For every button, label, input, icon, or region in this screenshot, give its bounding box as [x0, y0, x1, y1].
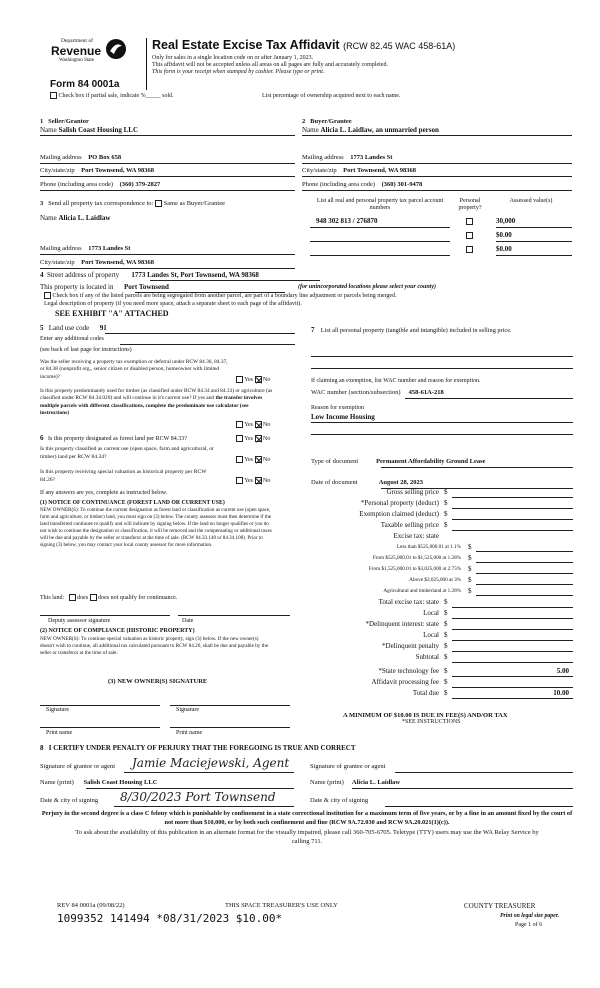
- grantor-print-line: [86, 788, 294, 789]
- dollar-sign: $: [444, 678, 448, 686]
- doc-type-row: Type of document Permanent Affordability Ground Lease: [311, 458, 486, 465]
- correspondence-city[interactable]: Port Townsend, WA 98368: [81, 259, 155, 266]
- personal-property-checkbox[interactable]: [466, 218, 473, 225]
- reason-line: [311, 434, 573, 435]
- parcel-col-header-3: Assessed value(s): [509, 198, 553, 204]
- form-title: Real Estate Excise Tax Affidavit (RCW 82.45 WAC 458-61A): [152, 38, 456, 52]
- delinquent-interest-label: *Delinquent interest: state: [365, 620, 439, 628]
- dollar-sign: $: [444, 642, 448, 650]
- document-date[interactable]: August 28, 2023: [378, 479, 423, 486]
- doc-type-line: [381, 467, 573, 468]
- tax-table: [300, 488, 573, 670]
- buyer-name-line: [302, 135, 572, 136]
- grantor-date-city[interactable]: 8/30/2023 Port Townsend: [120, 790, 276, 804]
- correspondence-name-row: Name Alicia L. Laidlaw: [40, 214, 111, 222]
- deputy-date-line: [178, 615, 290, 616]
- seller-phone[interactable]: (360) 379-2827: [119, 181, 161, 188]
- exemption-yes-no: Yes No: [236, 376, 270, 383]
- delinquent-penalty-label: *Delinquent penalty: [382, 642, 439, 650]
- grantor-signature[interactable]: Jamie Maciejewski, Agent: [132, 756, 290, 770]
- local-label: Local: [423, 609, 439, 617]
- owner-sig-line: [170, 705, 290, 706]
- personal-deduct-label: *Personal property (deduct): [360, 499, 439, 507]
- treasurer-stamp: 1099352 141494 *08/31/2023 $10.00*: [57, 912, 283, 925]
- dollar-sign: $: [444, 510, 448, 518]
- no-checkbox[interactable]: [255, 421, 262, 428]
- segregated-checkbox[interactable]: [44, 292, 51, 299]
- dollar-sign: $: [468, 543, 472, 551]
- value-line: [496, 227, 572, 228]
- street-row: 4 Street address of property 1773 Landes St, Port Townsend, WA 98368: [40, 271, 259, 279]
- new-owner-heading: (3) NEW OWNER(S) SIGNATURE: [108, 678, 208, 685]
- property-located[interactable]: Port Townsend: [123, 283, 169, 291]
- dept-state: Washington State: [59, 58, 95, 63]
- parcel-line: [310, 227, 450, 228]
- personal-property-line: [311, 356, 573, 357]
- tax-table-lower: [300, 663, 573, 703]
- header-note-1: Only for sales in a single location code on or after January 1, 2023.: [152, 55, 314, 61]
- notice-compliance-body: NEW OWNER(S): To continue special valuation as historic property, sign (3) below. If the new owner(s) doesn't wish to continue, all additional tax calculated pursuant to RCW 84.26, shall be due and payable by the seller or transferor at the time of sale.: [40, 636, 269, 657]
- grantor-print-row: Name (print) Salish Coast Housing LLC: [40, 779, 158, 786]
- value-line: [496, 241, 572, 242]
- deputy-sig-line: [40, 615, 170, 616]
- dollar-sign: $: [444, 609, 448, 617]
- buyer-phone[interactable]: (360) 301-9478: [381, 181, 423, 188]
- dollar-sign: $: [444, 488, 448, 496]
- subtotal-label: Subtotal: [415, 653, 439, 661]
- parcel-line: [310, 241, 450, 242]
- dollar-sign: $: [444, 598, 448, 606]
- tech-fee-label: *State technology fee: [378, 667, 439, 675]
- yes-checkbox[interactable]: [236, 435, 243, 442]
- exemption-reason[interactable]: Low Income Housing: [311, 413, 375, 421]
- dollar-sign: $: [468, 565, 472, 573]
- deputy-label: Deputy assessor signature: [48, 618, 111, 624]
- grantor-sig-line: [124, 772, 294, 773]
- reason-line: [311, 422, 573, 423]
- notice-continuance-body: NEW OWNER(S): To continue the current designation as forest land or classification as current use (open space, farm and agriculture, or timber) land, you must sign on (3) below. The county assessor must then determine if the land transferred continues to qualify and will indicate by signing below. If the land no longer qualifies or you do not wish to continue the designation or classification, it will be removed and the compensating or additional taxes will be due and payable by the seller or transferor at the time of sale. (RCW 84.33.140 or 84.34.108). Prior to signing (3) below, you may contact your local county assessor for more information.: [40, 507, 272, 548]
- exemption-deduct-field[interactable]: [452, 519, 573, 520]
- does-not-checkbox[interactable]: [90, 594, 97, 601]
- tier-4-label: Above $3,025,000 at 3%: [409, 577, 461, 583]
- if-yes-note: If any answers are yes, complete as instructed below.: [40, 490, 168, 496]
- buyer-city-row: City/state/zip Port Townsend, WA 98368: [302, 167, 417, 174]
- dollar-sign: $: [444, 689, 448, 697]
- gross-price-field[interactable]: [452, 497, 573, 498]
- no-checkbox[interactable]: [255, 376, 262, 383]
- see-back-note: (see back of last page for instructions): [40, 347, 132, 353]
- taxable-price-field[interactable]: [452, 530, 573, 531]
- header-note-2: This affidavit will not be accepted unless all areas on all pages are fully and accurately completed.: [152, 62, 388, 68]
- seller-phone-line: [40, 190, 295, 191]
- grantor-sig-label: Signature of grantor or agent: [40, 763, 116, 770]
- reason-label: Reason for exemption: [311, 405, 364, 411]
- certify-heading: 8 I CERTIFY UNDER PENALTY OF PERJURY THAT THE FOREGOING IS TRUE AND CORRECT: [40, 744, 356, 752]
- owner-print-line: [170, 727, 290, 728]
- grantor-date-line: [114, 806, 294, 807]
- exemption-question: Was the seller receiving a property tax exemption or deferral under RCW 84.36, 84.37, or 84.38 (nonprofit org., senior citizen or disabled person, homeowner with limited income)?: [40, 359, 228, 380]
- yes-checkbox[interactable]: [236, 376, 243, 383]
- seller-name[interactable]: Salish Coast Housing LLC: [58, 126, 139, 134]
- buyer-phone-line: [302, 190, 572, 191]
- grantee-date-line: [385, 806, 573, 807]
- exemption-note: If claiming an exemption, list WAC number and reason for exemption.: [311, 378, 481, 384]
- buyer-phone-row: Phone (including area code) (360) 301-9478: [302, 181, 423, 188]
- personal-property-checkbox[interactable]: [466, 246, 473, 253]
- dollar-sign: $: [444, 499, 448, 507]
- total-state-field[interactable]: [452, 607, 573, 608]
- minimum-note: A MINIMUM OF $10.00 IS DUE IN FEE(S) AND/OR TAX: [343, 712, 508, 719]
- buyer-city[interactable]: Port Townsend, WA 98368: [343, 167, 417, 174]
- excise-state-label: Excise tax: state: [393, 532, 439, 540]
- exhibit-note[interactable]: SEE EXHIBIT "A" ATTACHED: [55, 309, 169, 318]
- seller-heading: 1 Seller/Grantor: [40, 118, 89, 125]
- buyer-heading: 2 Buyer/Grantee: [302, 118, 352, 125]
- legal-paper-note: Print on legal size paper.: [500, 913, 560, 919]
- total-due-value[interactable]: 10.00: [553, 689, 569, 697]
- print-name-label: Print name: [46, 730, 73, 736]
- assessed-value[interactable]: $0.00: [496, 231, 512, 239]
- tier-1-field[interactable]: [476, 551, 573, 552]
- personal-property-checkbox[interactable]: [466, 232, 473, 239]
- value-line: [496, 255, 572, 256]
- buyer-name-row: Name Alicia L. Laidlaw, an unmarried person: [302, 126, 439, 134]
- wac-number[interactable]: 458-61A-218: [408, 389, 444, 396]
- landuse-line: [105, 333, 295, 334]
- seller-mailing-row: Mailing address PO Box 658: [40, 154, 122, 161]
- partial-sale: Check box if partial sale, indicate %_____ sold.: [50, 92, 174, 99]
- dollar-sign: $: [468, 554, 472, 562]
- grantor-date-label: Date & city of signing: [40, 797, 99, 804]
- exemption-deduct-label: Exemption claimed (deduct): [359, 510, 439, 518]
- street-line: [150, 280, 320, 281]
- tier-5-label: Agricultural and timberland at 1.28%: [383, 588, 461, 594]
- yes-checkbox[interactable]: [236, 421, 243, 428]
- grantee-sig-line: [395, 772, 573, 773]
- additional-codes: Enter any additional codes: [40, 336, 104, 342]
- doc-date-row: Date of document August 28, 2023: [311, 479, 423, 486]
- affidavit-fee-label: Affidavit processing fee: [371, 678, 439, 686]
- no-checkbox[interactable]: [255, 435, 262, 442]
- dollar-sign: $: [444, 667, 448, 675]
- personal-property-line: [311, 368, 573, 369]
- tech-fee-field: [452, 676, 573, 677]
- grantee-sig-label: Signature of grantee or agent: [310, 763, 386, 770]
- parcel-col-header-1: List all real and personal property tax parcel account numbers: [316, 198, 444, 212]
- this-land-row: This land: does does not qualify for continuance.: [40, 594, 178, 601]
- does-checkbox[interactable]: [69, 594, 76, 601]
- tier-3-label: From $1,525,000.01 to $3,025,000 at 2.75%: [368, 566, 461, 572]
- legal-description: Legal description of property (if you need more space, attach a separate sheet to each page of the affidavit).: [44, 301, 302, 307]
- buyer-city-line: [302, 176, 572, 177]
- dor-logo: [43, 38, 133, 68]
- wac-row: WAC number (section/subsection) 458-61A-218: [311, 389, 444, 396]
- grantee-date-label: Date & city of signing: [310, 797, 369, 804]
- local-field[interactable]: [452, 618, 573, 619]
- wac-line: [405, 398, 573, 399]
- delinquent-penalty-field[interactable]: [452, 651, 573, 652]
- tier-4-field[interactable]: [476, 584, 573, 585]
- seller-name-line: [40, 135, 295, 136]
- additional-codes-line: [120, 344, 295, 345]
- same-as-buyer-checkbox[interactable]: [155, 200, 162, 207]
- buyer-name[interactable]: Alicia L. Laidlaw, an unmarried person: [320, 126, 439, 134]
- land-use-code[interactable]: 91: [99, 324, 107, 332]
- no-checkbox[interactable]: [255, 456, 262, 463]
- parcel-row: [310, 231, 572, 241]
- forest-q3: Is this property receiving special valuation as historical property per RCW 84.26?: [40, 469, 207, 483]
- delinquent-interest-field[interactable]: [452, 629, 573, 630]
- tier-2-field[interactable]: [476, 562, 573, 563]
- parcel-row: [310, 245, 572, 255]
- correspondence-name[interactable]: Alicia L. Laidlaw: [58, 214, 111, 222]
- segregated-row: Check box if any of the listed parcels are being segregated from another parcel, are part of a boundary line adjustment or parcels being merged.: [44, 292, 397, 299]
- seller-phone-row: Phone (including area code) (360) 379-2827: [40, 181, 161, 188]
- property-street[interactable]: 1773 Landes St, Port Townsend, WA 98368: [131, 271, 259, 279]
- form-number: Form 84 0001a: [50, 79, 120, 90]
- dollar-sign: $: [468, 587, 472, 595]
- local-label: Local: [423, 631, 439, 639]
- parcel-row: [310, 217, 572, 227]
- seller-city[interactable]: Port Townsend, WA 98368: [81, 167, 155, 174]
- deputy-date-label: Date: [182, 618, 194, 624]
- total-state-label: Total excise tax: state: [378, 598, 439, 606]
- buyer-mailing[interactable]: 1773 Landes St: [350, 154, 393, 161]
- parcel-number[interactable]: 948 302 813 / 276870: [316, 217, 378, 225]
- gross-price-label: Gross selling price: [386, 488, 439, 496]
- located-row: This property is located in Port Townsend: [40, 283, 169, 291]
- grantee-print-row: Name (print) Alicia L. Laidlaw: [310, 779, 401, 786]
- local-field[interactable]: [452, 640, 573, 641]
- grantee-print-name[interactable]: Alicia L. Laidlaw: [351, 779, 401, 786]
- dept-line1: Department of: [61, 38, 93, 44]
- page-number: Page 1 of 6: [515, 922, 543, 928]
- timber-question: Is this property predominantly used for timber (as classified under RCW 84.34 and 84.33) or agriculture (as classified under RCW 84.34.020) and will continue in it's current use? If yes and the transfer involves multiple parcels with different classifications, complete the predominate use calculator (see instructions): [40, 388, 273, 416]
- print-name-label: Print name: [176, 730, 203, 736]
- yes-checkbox[interactable]: [236, 456, 243, 463]
- seller-name-row: Name Salish Coast Housing LLC: [40, 126, 139, 134]
- forest-q1-yes-no: Yes No: [236, 435, 270, 442]
- seller-mailing-line: [40, 163, 295, 164]
- county-treasurer: COUNTY TREASURER: [464, 902, 536, 910]
- affidavit-fee-field[interactable]: [452, 687, 573, 688]
- grantor-print-name[interactable]: Salish Coast Housing LLC: [83, 779, 158, 786]
- ownership-note: List percentage of ownership acquired next to each name.: [262, 93, 401, 99]
- buyer-mailing-line: [302, 163, 572, 164]
- signature-label: Signature: [46, 707, 69, 713]
- seller-city-row: City/state/zip Port Townsend, WA 98368: [40, 167, 155, 174]
- wa-logo-icon: [105, 38, 127, 60]
- owner-print-line: [40, 727, 160, 728]
- tech-fee-value[interactable]: 5.00: [556, 667, 569, 675]
- unincorporated-note: (for unincorporated locations please select your county): [298, 284, 436, 290]
- alt-format-notice: To ask about the availability of this publication in an alternate format for the visually impaired, please call 360-705-6705. Teletype (TTY) users may use the WA Relay Service by calling 711.: [75, 829, 539, 846]
- grantee-print-line: [352, 788, 573, 789]
- forest-q2-yes-no: Yes No: [236, 456, 270, 463]
- buyer-mailing-row: Mailing address 1773 Landes St: [302, 154, 393, 161]
- see-instructions-note: *SEE INSTRUCTIONS: [402, 719, 461, 725]
- assessed-value[interactable]: $0.00: [496, 245, 512, 253]
- signature-label: Signature: [176, 707, 199, 713]
- total-due-label: Total due: [412, 689, 439, 697]
- header-divider: [146, 38, 147, 90]
- no-checkbox[interactable]: [255, 477, 262, 484]
- correspondence-heading: 3 Send all property tax correspondence to: Same as Buyer/Grantee: [40, 200, 225, 207]
- forest-q3-yes-no: Yes No: [236, 477, 270, 484]
- personal-property-label: 7 List all personal property (tangible and intangible) included in selling price.: [311, 326, 512, 334]
- rev-number: REV 84 0001a (09/08/22): [57, 902, 125, 909]
- header-note-3: This form is your receipt when stamped by cashier. Please type or print.: [152, 69, 325, 75]
- tier-3-field[interactable]: [476, 573, 573, 574]
- total-due-field: [452, 698, 573, 699]
- parcel-line: [310, 255, 450, 256]
- landuse-row: 5 Land use code 91: [40, 324, 107, 332]
- document-type[interactable]: Permanent Affordability Ground Lease: [376, 458, 486, 465]
- owner-sig-line: [40, 705, 160, 706]
- dollar-sign: $: [444, 620, 448, 628]
- personal-deduct-field[interactable]: [452, 508, 573, 509]
- forest-q2: Is this property classified as current use (open space, farm and agricultural, or timber) land per RCW 84.34?: [40, 446, 214, 460]
- tier-5-field[interactable]: [476, 595, 573, 596]
- treasurer-use: THIS SPACE TREASURER'S USE ONLY: [225, 902, 338, 909]
- correspondence-mailing-line: [40, 254, 295, 255]
- correspondence-mailing-row: Mailing address 1773 Landes St: [40, 245, 131, 252]
- correspondence-city-row: City/state/zip Port Townsend, WA 98368: [40, 259, 155, 266]
- dollar-sign: $: [444, 521, 448, 529]
- partial-sale-checkbox[interactable]: [50, 92, 57, 99]
- dept-name: Revenue: [51, 44, 102, 58]
- perjury-notice: Perjury in the second degree is a class C felony which is punishable by confinement in a state correctional institution for a maximum term of five years, or by a fine in an amount fixed by the court of not more than $10,000, or by both such confinement and fine (RCW 9A.72.030 and RCW 9A.20.021(1)(c)).: [41, 810, 573, 826]
- correspondence-mailing[interactable]: 1773 Landes St: [88, 245, 131, 252]
- taxable-price-label: Taxable selling price: [380, 521, 439, 529]
- notice-compliance-title: (2) NOTICE OF COMPLIANCE (HISTORIC PROPERTY): [40, 628, 195, 634]
- seller-mailing[interactable]: PO Box 658: [88, 154, 122, 161]
- notice-continuance-title: (1) NOTICE OF CONTINUANCE (FOREST LAND OR CURRENT USE): [40, 500, 225, 506]
- tier-2-label: From $525,000.01 to $1,525,000 at 1.28%: [372, 555, 461, 561]
- parcel-col-header-2: Personal property?: [458, 198, 482, 212]
- yes-checkbox[interactable]: [236, 477, 243, 484]
- dollar-sign: $: [444, 631, 448, 639]
- assessed-value[interactable]: 30,000: [496, 217, 516, 225]
- timber-yes-no: Yes No: [236, 421, 270, 428]
- forest-q1: 6 Is this property designated as forest land per RCW 84.33?: [40, 434, 187, 442]
- correspondence-city-line: [40, 268, 295, 269]
- tier-1-label: Less than $525,000.01 at 1.1%: [396, 544, 461, 550]
- seller-city-line: [40, 176, 295, 177]
- dollar-sign: $: [468, 576, 472, 584]
- dollar-sign: $: [444, 653, 448, 661]
